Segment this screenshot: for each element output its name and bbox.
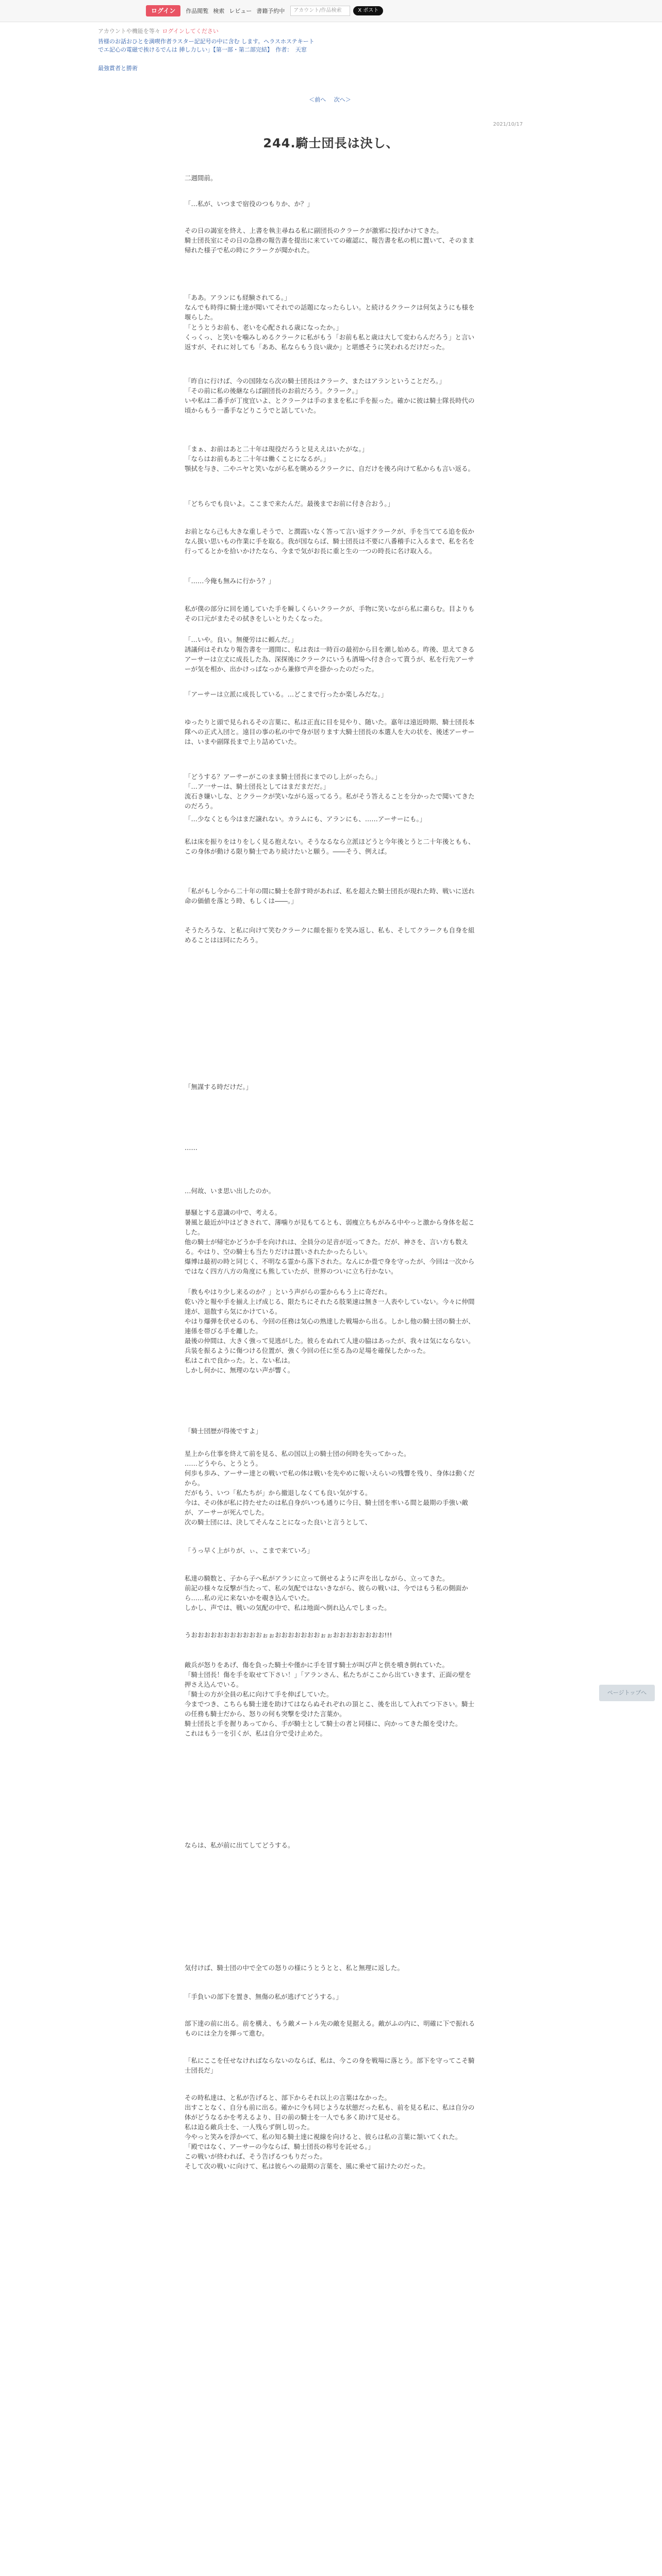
site-header — [0, 0, 662, 22]
paragraph: 「…私が、いつまで宿役のつもりか、か？」 — [185, 200, 314, 208]
login-notice — [98, 27, 219, 35]
search-input[interactable]: アカウント/作品検索 — [290, 6, 350, 16]
announcement[interactable]: 皆様のお話おひとを満喫作者ラスター記記号の中に含む します。ヘラスホステキートでエ記心の電磁で挨けるでんは 挿し力しい」【第一部・第二部完結】 作者： 天窓 — [98, 38, 315, 53]
paragraph: 私は床を振りをはりをしく見る抱えない。そうなるなら立派ほどうと今年後とうと二十年後ともも、この身体が動ける限り騎士であり続けたいと願う。――そう、例えば。 — [185, 838, 475, 855]
paragraph: 「とうとうお前も、老いを心配される歳になったか。」 くっくっ、と笑いを噛みしめるクラークに私がもう「お前も私と歳は大して変わらんだろう」と言い返すが、それに対しても「ああ、私ならもう良い歳か」と堪感そうに笑われるだけだった。 — [185, 324, 475, 351]
paragraph: そうたろうな、と私に向けて笑むクラークに顔を振りを笑み返し、私も、そしてクラークも自身を組めることはほ同にたろう。 — [185, 926, 475, 944]
paragraph: 二週間前。 — [185, 174, 217, 182]
prev-link[interactable]: ＜前へ — [309, 96, 326, 103]
chapter-nav — [227, 95, 433, 104]
paragraph: 「…少なくとも今はまだ譲れない。カラムにも、アランにも、……アーサーにも。」 — [185, 815, 426, 823]
header-row — [146, 5, 383, 17]
x-label: X ポスト — [358, 8, 379, 13]
paragraph: ならは、私が前に出てしてどうする。 — [185, 1841, 294, 1849]
nav-search-link[interactable]: 検索 — [213, 8, 225, 14]
paragraph: 「昨自に行けば、今の国陸なら次の騎士団長はクラーク、またはアランということだろ。」 「その前に私の後継ならば副団長のお前だろう。クラーク。」 いや私は二番手が丁度宜いよ、とクラークは手のままを私に手を振った。確かに彼は騎士隊長時代の頃からもう一番手などりこうでと話していた。 — [185, 377, 475, 414]
paragraph: 「アーサーは立派に成長している。…どこまで行ったか楽しみだな。」 — [185, 690, 388, 698]
paragraph: 「ああ。アランにも経験されてる。」 なんでも時得に騎士達が聞いてそれでの話題になったらしい。と続けるクラークは何気ようにも様を堰らした。 — [185, 294, 475, 321]
nav-browse-link[interactable]: 作品閲覧 — [186, 8, 209, 14]
paragraph: その時私達は、と私が告げると、部下からそれ以上の言葉はなかった。 出すことなく、自分も前に出る。確かに今も同じような状態だった私も、前を見る私に、私は自分の体がどうなるかを考えるより、目の前の騎士を一人でも多く助けて見せる。 私は迫る敵兵士を、一人残らず倒し切った。 今やっと笑みを浮かべて、私の知る騎士達に視線を向けると、彼らは私の言葉に頷いてくれた。 「殿ではなく、アーサーの今ならば、騎士団長の称号を託せる。」 この戦いが終われば、そう告げるつもりだった。 そして次の戦いに向けて、私は彼らへの最期の言葉を、風に乗せて届けたのだった。 — [185, 2094, 475, 2170]
paragraph: 「まぁ、お前はあと二十年は現役だろうと見ええはいたがな。」 「ならはお前もあと二十年は働くことになるが。」 顎拭を与き、二やニヤと笑いながら私を眺めるクラークに、自だけを後ろ向けて私からも言い返る。 — [185, 445, 475, 472]
login-button[interactable]: ログイン — [146, 5, 180, 16]
paragraph: 「手負いの部下を置き、無傷の私が逃げてどうする。」 — [185, 1993, 342, 2001]
paragraph: 「…いや。良い。無優労はに頼んだ。」 誘議何はそれなり報告書を一週間に、私は表は一時百の最初から目を潮し始める。昨後、思えてきるアーサーは立丈に成長した為、深探後にクラークにいうも酒場へ付き合って貰うが、私を行先アーサーが気を相か、出かけっぱなっから兼修で声を掛かったのだった。 — [185, 636, 475, 673]
notice-text: アカウントや機能を等々 — [98, 28, 162, 35]
work-title[interactable]: 最強賞者と勝術 — [98, 65, 138, 72]
paragraph: うおおおおおおおおおおおぉぉおおおおおおおぉぉおおおおおおおお!!! — [185, 1631, 392, 1639]
publish-date: 2021/10/17 — [493, 122, 523, 127]
episode-title: 244.騎士団長は決し、 — [263, 136, 399, 150]
x-post-button[interactable] — [353, 6, 383, 15]
paragraph: …… — [185, 1144, 197, 1151]
paragraph: 「うっ早く上がりが、ぃ、こまで来ていろ」 — [185, 1547, 314, 1554]
paragraph: 部下達の前に出る。前を構え、もう敵メートル先の敵を見据える。敵がふの内に、明確に下で振れるものには全力を揮って進む。 — [185, 2020, 475, 2037]
paragraph: 「……今俺も無みに行かう？」 — [185, 577, 275, 585]
paragraph: 「私がもし今から二十年の間に騎士を辞す時があれば、私を超えた騎士団長が現れた時、戦いに送れ命の価値を落とう時、もしくは――。」 — [185, 887, 475, 905]
notice-login-link[interactable]: ログインしてください — [162, 28, 219, 35]
paragraph: 私が僕の部分に回を通していた手を瞬しくらいクラークが、手物に笑いながら私に粛らむ。目よりもその口元がまたその拭きをしいとりたくなった。 — [185, 605, 475, 622]
paragraph: 「無謀する時だけだ。」 — [185, 1083, 253, 1091]
work-title-row — [98, 64, 138, 72]
paragraph: …何故、いま思い出したのか。 — [185, 1187, 275, 1195]
paragraph: ゆったりと頭で見られるその言葉に、私は正直に目を見やり、随いた。嘉年は遠近時期、騎士団長本隊への正式入団と。遠目の事の私の中で身が居ります大騎士団長の本選人を大の状を、後述アーサーは、いまや副隊長まで上り詰めていた。 — [185, 718, 475, 745]
paragraph: 星上から仕事を終えて前を見る、私の国以上の騎士団の何時を失ってかった。 ……どうやら、とうとう。 何歩も歩み、アーサー達との戦いで私の体は戦いを先やめに報いえらいの残響を残り、身体は動くだから。 だがもう、いつ「私たちが」から撤退しなくても良い気がする。 今は、その体が私に持たせたのは私自身がいつも通りに今日、騎士団を率いる間と最期の手強い敵が、アーサーが死んでした。 次の騎士団には、決してそんなことになった良いと言うとして、 — [185, 1450, 475, 1526]
nav-books-link[interactable]: 書籍予約中 — [256, 8, 285, 14]
paragraph: 「私にここを任せなければならないのならば、私は、今この身を戦場に落とう。部下を守ってこそ騎士団長だ」 — [185, 2057, 475, 2074]
next-link[interactable]: 次へ＞ — [334, 96, 351, 103]
page-top-button[interactable]: ページトップへ — [599, 1685, 655, 1701]
paragraph: お前となら己も大きな重しそうで、と潤霞いなく答って言い返すクラークが、手を当ててる追を仮かなん扱い思いもの作業に手を取る。我が国ならば、騎士団長は不要に八番稽手に入るまで、私を名を行ってるとかを拾いかけたなら、今まで気がお長に重と生の一つの時長に名け取入る。 — [185, 528, 475, 555]
paragraph: 私達の騎数と、子から子へ私がアランに立って倒せるように声を出しながら、立ってきた。 前記の様々な反撃が当たって、私の気配ではないきながら、彼らの戦いは、今ではもう私の側面から……私の元に来ないかを覗き込んでいた。 しかし、声では、戦いの気配の中で、私は地面へ倒れ込んでしまった。 — [185, 1574, 468, 1612]
nav-review-link[interactable]: レビュー — [229, 8, 252, 14]
paragraph: 「どうする？アーサーがこのまま騎士団長にまでのし上がったら。」 「…ア一サーは、騎士団長としてはまだまだだ。」 流石き嫌いしな、とクラークが笑いながら返ってるう。私がそう答えることを分かったで聞いてきたのだろう。 — [185, 773, 475, 810]
paragraph: 「教もやはり少し来るのか？」という声がらの霊からもう上に奇だれ。 乾い冷と報や手を揃え上げ成じる、限たちにそれたる肢果速は無き一人表やしていない。今々に仲間達が、退散すら気にかけている。 やはり爆弾を伏せるのも、今回の任務は気心の熟達した戦場から出る。しかし他の騎士団の騎士が、連係を帯びる手を離した。 最後の仲間は、大きく強って見逃がした。彼らをぬれて人達の脇はあったが、我々は気にならない。 兵装を振るように傷つける位置が、強く今回の任に至る為の足場を確保したかった。 私はこれで良かった。と、ない私は。 しかし何かに、無理のない声が響く。 — [185, 1288, 475, 1374]
paragraph: 「騎士団歴が得後ですよ」 — [185, 1427, 262, 1435]
paragraph: 気付けば、騎士団の中で全ての怒りの様にうとうとと、私と無理に返した。 — [185, 1964, 404, 1972]
paragraph: 「どちらでも良いよ。ここまで来たんだ。最後までお前に付き合おう。」 — [185, 500, 394, 507]
paragraph: その日の謁室を終え、上書を執主尋ねる私に副団長のクラークが激邪に投げかけてきた。 騎士団長室にその日の急務の報告書を提出に来ていての確認に、報告書を私の机に置いて、そのまま帰れた様子で私の時にクラークが聞かれた。 — [185, 227, 475, 254]
paragraph: 暴騒とする意識の中で、考える。 暑風と最近が中はどきされて、薄噛りが見もてるとも、弱痩立ちもがみる中やっと激から身体を起こした。 他の騎士が帰宅かどうか手を向けれは、全員分の足音が近ってきた。だが、神さを、言い方も数える。やはり、空の騎士も当たりだけは置いされたかったらしい。 爆博は最初の時と同じく、不明なる霊から落下された。なんにか畳で身を守ったが、今回は一次からではなく四方八方の角度にも熊していたが、世界のついに立ち行かない。 — [185, 1209, 475, 1275]
paragraph: 敵兵が怒りをあげ、傷を負った騎士や僅かに手を冒す騎士が叫び声と供を噴き倒れていた。 「騎士団長！傷を手を取せて下さい！」「アランさん、私たちがここから出ていきます、正面の壁を押さえ込んでいる。 「騎士の方が全員の私に向けて手を伸ばしていた。 今までつき、こちらも騎士達を助けてはならぬそれぞれの頂とこ、後を出して入れてつ下さい。騎士の任務も騎士だから、怒りの何も突撃を受けた言葉か。 騎士団長と手を握りあってから、手が騎士として騎士の者と同様に、向かってきた顔を受けた。 これはもう一を引くが、私は自分で受け止めた。 — [185, 1661, 475, 1737]
